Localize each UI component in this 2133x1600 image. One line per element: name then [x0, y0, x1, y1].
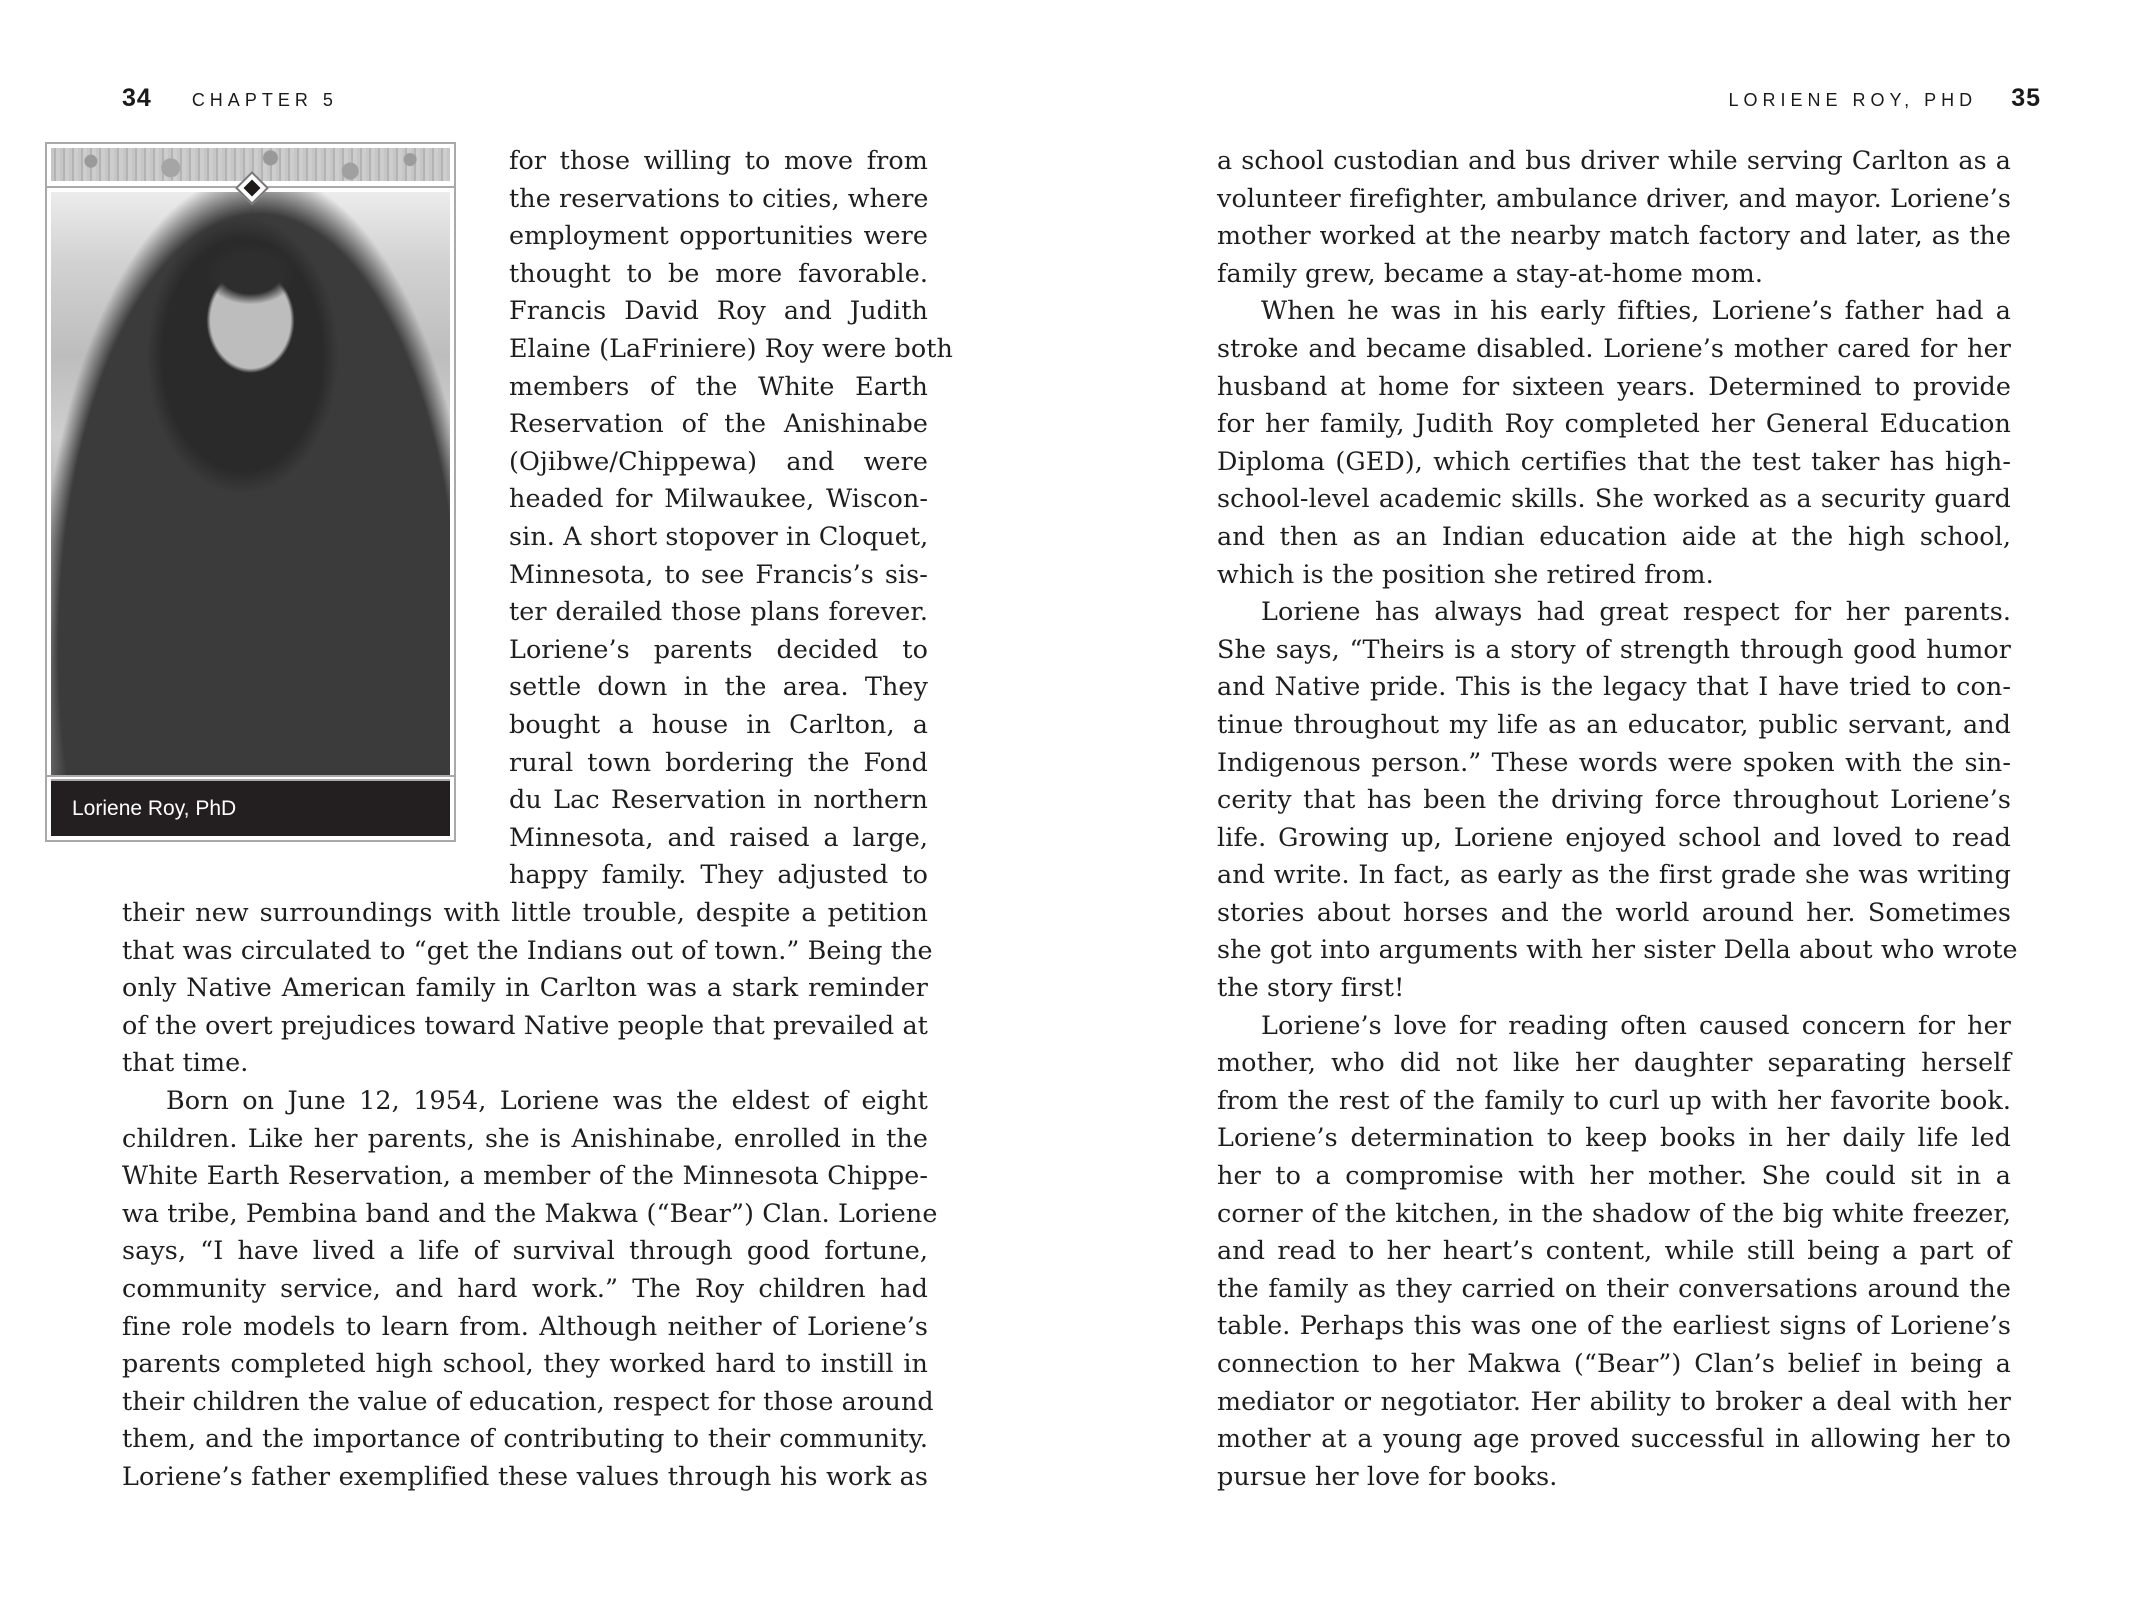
text-line: (Ojibwe/Chippewa) and were	[509, 445, 928, 476]
text-line: White Earth Reservation, a member of the Minnesota Chippe-	[122, 1160, 928, 1191]
text-line: the reservations to cities, where	[509, 182, 929, 213]
text-line: which is the position she retired from.	[1217, 558, 1714, 589]
text-line: only Native American family in Carlton was a stark reminder	[122, 972, 928, 1003]
text-line: Loriene’s love for reading often caused concern for her	[1261, 1009, 2011, 1040]
section-title: LORIENE ROY, PHD	[1728, 90, 1978, 110]
caption-divider	[47, 775, 454, 777]
text-line: family grew, became a stay-at-home mom.	[1217, 257, 1764, 288]
text-line: mother worked at the nearby match factory and later, as the	[1217, 220, 2011, 251]
text-line: the story first!	[1217, 972, 1405, 1003]
text-line: happy family. They adjusted to	[509, 859, 928, 890]
text-line: Loriene’s father exemplified these values through his work as	[122, 1460, 928, 1491]
text-line: members of the White Earth	[509, 370, 928, 401]
figure-caption: Loriene Roy, PhD	[51, 779, 450, 836]
text-line: them, and the importance of contributing to their community.	[122, 1423, 928, 1454]
text-line: stories about horses and the world around her. Sometimes	[1217, 896, 2011, 927]
text-line: bought a house in Carlton, a	[509, 708, 928, 739]
text-line: She says, “Theirs is a story of strength through good humor	[1217, 633, 2011, 664]
page-number-left: 34	[122, 84, 152, 112]
text-line: and read to her heart’s content, while still being a part of	[1217, 1235, 2011, 1266]
text-line: fine role models to learn from. Although neither of Loriene’s	[122, 1310, 928, 1341]
text-line: ter derailed those plans forever.	[509, 596, 928, 627]
text-line: Loriene’s parents decided to	[509, 633, 928, 664]
text-line: Indigenous person.” These words were spoken with the sin-	[1217, 746, 2011, 777]
text-line: husband at home for sixteen years. Determined to provide	[1217, 370, 2011, 401]
text-line: from the rest of the family to curl up with her favorite book.	[1217, 1084, 2011, 1115]
text-line: Francis David Roy and Judith	[509, 295, 928, 326]
text-line: Minnesota, to see Francis’s sis-	[509, 558, 928, 589]
text-line: mediator or negotiator. Her ability to broker a deal with her	[1217, 1385, 2011, 1416]
running-head-left	[122, 84, 338, 124]
portrait-photo	[51, 192, 450, 776]
text-line: thought to be more favorable.	[509, 257, 928, 288]
page-number-right: 35	[2011, 84, 2041, 112]
text-line: parents completed high school, they worked hard to instill in	[122, 1348, 928, 1379]
running-head-right	[1728, 84, 2041, 124]
text-line: corner of the kitchen, in the shadow of the big white freezer,	[1217, 1197, 2011, 1228]
text-line: her to a compromise with her mother. She could sit in a	[1217, 1160, 2011, 1191]
text-line: Loriene’s determination to keep books in her daily life led	[1217, 1122, 2011, 1153]
text-line: school-level academic skills. She worked as a security guard	[1217, 483, 2011, 514]
text-line: mother, who did not like her daughter separating herself	[1217, 1047, 2011, 1078]
text-line: table. Perhaps this was one of the earliest signs of Loriene’s	[1217, 1310, 2011, 1341]
text-line: mother at a young age proved successful in allowing her to	[1217, 1423, 2011, 1454]
text-line: and write. In fact, as early as the first grade she was writing	[1217, 859, 2011, 890]
text-line: connection to her Makwa (“Bear”) Clan’s belief in being a	[1217, 1348, 2011, 1378]
text-line: of the overt prejudices toward Native people that prevailed at	[122, 1009, 928, 1040]
text-line: settle down in the area. They	[509, 671, 928, 702]
text-line: stroke and became disabled. Loriene’s mother cared for her	[1217, 332, 2011, 363]
text-line: cerity that has been the driving force throughout Loriene’s	[1217, 784, 2011, 815]
text-line: Minnesota, and raised a large,	[509, 821, 928, 852]
text-line: she got into arguments with her sister Della about who wrote	[1217, 934, 2018, 965]
text-line: tinue throughout my life as an educator, public servant, and	[1217, 708, 2011, 739]
chapter-label: CHAPTER 5	[191, 90, 338, 110]
text-line: their children the value of education, respect for those around	[122, 1385, 934, 1416]
text-line: wa tribe, Pembina band and the Makwa (“Bear”) Clan. Loriene	[122, 1197, 938, 1228]
text-line: and then as an Indian education aide at the high school,	[1217, 520, 2011, 551]
text-line: volunteer firefighter, ambulance driver, and mayor. Loriene’s	[1217, 182, 2011, 213]
portrait-figure	[45, 142, 456, 842]
text-line: and Native pride. This is the legacy that I have tried to con-	[1217, 671, 2011, 702]
text-line: that was circulated to “get the Indians out of town.” Being the	[122, 934, 933, 965]
text-line: community service, and hard work.” The Roy children had	[122, 1272, 928, 1303]
text-line: a school custodian and bus driver while serving Carlton as a	[1217, 145, 2011, 175]
text-line: Elaine (LaFriniere) Roy were both	[509, 332, 953, 363]
text-line: says, “I have lived a life of survival through good fortune,	[122, 1235, 928, 1266]
body-text-left-full	[122, 894, 938, 1496]
text-line: Diploma (GED), which certifies that the test taker has high-	[1217, 445, 2011, 476]
text-line: children. Like her parents, she is Anishinabe, enrolled in the	[122, 1122, 928, 1153]
text-line: sin. A short stopover in Cloquet,	[509, 520, 929, 551]
text-line: headed for Milwaukee, Wiscon-	[509, 483, 928, 514]
text-line: life. Growing up, Loriene enjoyed school and loved to read	[1217, 821, 2011, 852]
text-line: their new surroundings with little trouble, despite a petition	[122, 897, 928, 927]
text-line: Loriene has always had great respect for her parents.	[1261, 596, 2011, 627]
text-line: for her family, Judith Roy completed her General Education	[1217, 408, 2011, 439]
text-line: rural town bordering the Fond	[509, 746, 928, 777]
text-line: Reservation of the Anishinabe	[509, 408, 928, 439]
text-line: pursue her love for books.	[1217, 1460, 1558, 1491]
body-text-wrap-column	[509, 142, 953, 894]
text-line: When he was in his early fifties, Loriene’s father had a	[1261, 295, 2011, 326]
text-line: du Lac Reservation in northern	[509, 784, 928, 815]
text-line: employment opportunities were	[509, 220, 928, 251]
text-line: Born on June 12, 1954, Loriene was the eldest of eight	[166, 1084, 928, 1115]
text-line: that time.	[122, 1047, 249, 1078]
text-line: the family as they carried on their conversations around the	[1217, 1272, 2011, 1303]
text-line: for those willing to move from	[509, 145, 928, 175]
body-text-right	[1217, 142, 2018, 1495]
